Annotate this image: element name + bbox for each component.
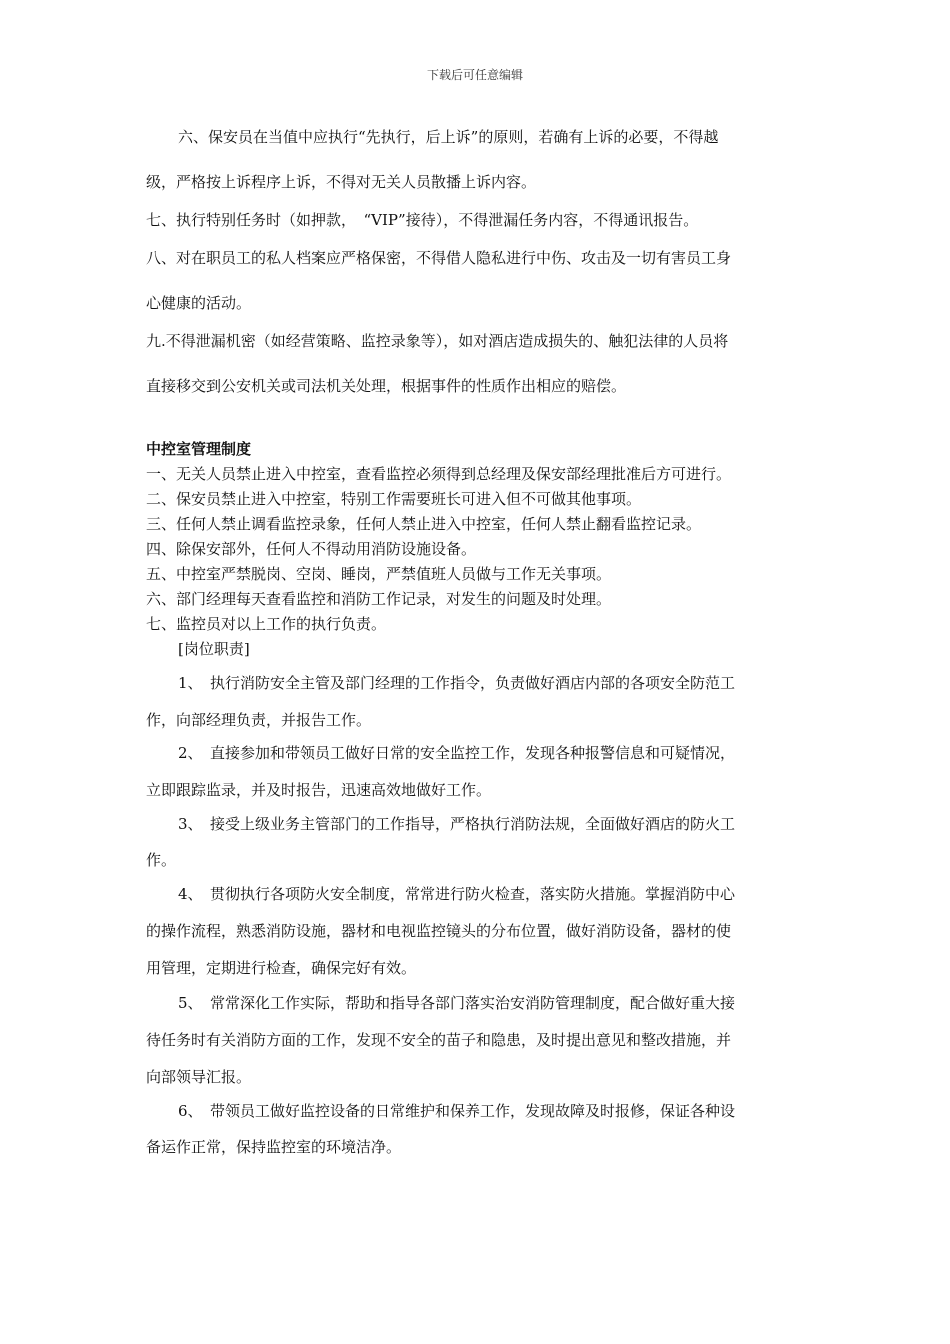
duty-line: 4、 贯彻执行各项防火安全制度，常常进行防火检查，落实防火措施。掌握消防中心 xyxy=(178,885,736,903)
duty-line: 2、 直接参加和带领员工做好日常的安全监控工作，发现各种报警信息和可疑情况， xyxy=(178,744,736,762)
rule-item: 三、任何人禁止调看监控录象，任何人禁止进入中控室，任何人禁止翻看监控记录。 xyxy=(146,515,702,533)
section-subtitle: [岗位职责] xyxy=(178,640,250,658)
duty-line: 的操作流程，熟悉消防设施，器材和电视监控镜头的分布位置，做好消防设备，器材的使 xyxy=(146,922,732,940)
duty-line: 用管理，定期进行检查，确保完好有效。 xyxy=(146,959,417,977)
duty-line: 向部领导汇报。 xyxy=(146,1068,252,1086)
paragraph-line: 直接移交到公安机关或司法机关处理，根据事件的性质作出相应的赔偿。 xyxy=(146,377,627,395)
duty-line: 3、 接受上级业务主管部门的工作指导，严格执行消防法规，全面做好酒店的防火工 xyxy=(178,815,736,833)
paragraph-line: 九.不得泄漏机密（如经营策略、监控录象等），如对酒店造成损失的、触犯法律的人员将 xyxy=(146,332,729,350)
paragraph-line: 七、执行特别任务时（如押款， “VIP”接待），不得泄漏任务内容，不得通讯报告。 xyxy=(146,211,699,229)
rule-item: 七、监控员对以上工作的执行负责。 xyxy=(146,615,387,633)
duty-line: 1、 执行消防安全主管及部门经理的工作指令，负责做好酒店内部的各项安全防范工 xyxy=(178,674,736,692)
duty-line: 备运作正常，保持监控室的环境洁净。 xyxy=(146,1138,402,1156)
rule-item: 六、部门经理每天查看监控和消防工作记录，对发生的问题及时处理。 xyxy=(146,590,612,608)
paragraph-line: 六、保安员在当值中应执行“先执行，后上诉”的原则，若确有上诉的必要，不得越 xyxy=(178,128,719,146)
rule-item: 五、中控室严禁脱岗、空岗、睡岗，严禁值班人员做与工作无关事项。 xyxy=(146,565,612,583)
paragraph-line: 八、对在职员工的私人档案应严格保密，不得借人隐私进行中伤、攻击及一切有害员工身 xyxy=(146,249,732,267)
section-title: 中控室管理制度 xyxy=(146,440,252,458)
rule-item: 四、除保安部外，任何人不得动用消防设施设备。 xyxy=(146,540,477,558)
duty-line: 立即跟踪监录，并及时报告，迅速高效地做好工作。 xyxy=(146,781,492,799)
rule-item: 二、保安员禁止进入中控室，特别工作需要班长可进入但不可做其他事项。 xyxy=(146,490,642,508)
page-header: 下载后可任意编辑 xyxy=(426,68,523,82)
duty-line: 作。 xyxy=(146,851,177,869)
paragraph-line: 级，严格按上诉程序上诉，不得对无关人员散播上诉内容。 xyxy=(146,173,537,191)
duty-line: 6、 带领员工做好监控设备的日常维护和保养工作，发现故障及时报修，保证各种设 xyxy=(178,1102,736,1120)
duty-line: 5、 常常深化工作实际，帮助和指导各部门落实治安消防管理制度，配合做好重大接 xyxy=(178,994,736,1012)
duty-line: 待任务时有关消防方面的工作，发现不安全的苗子和隐患，及时提出意见和整改措施，并 xyxy=(146,1031,732,1049)
paragraph-line: 心健康的活动。 xyxy=(146,294,252,312)
rule-item: 一、无关人员禁止进入中控室，查看监控必须得到总经理及保安部经理批准后方可进行。 xyxy=(146,465,732,483)
duty-line: 作，向部经理负责，并报告工作。 xyxy=(146,711,372,729)
